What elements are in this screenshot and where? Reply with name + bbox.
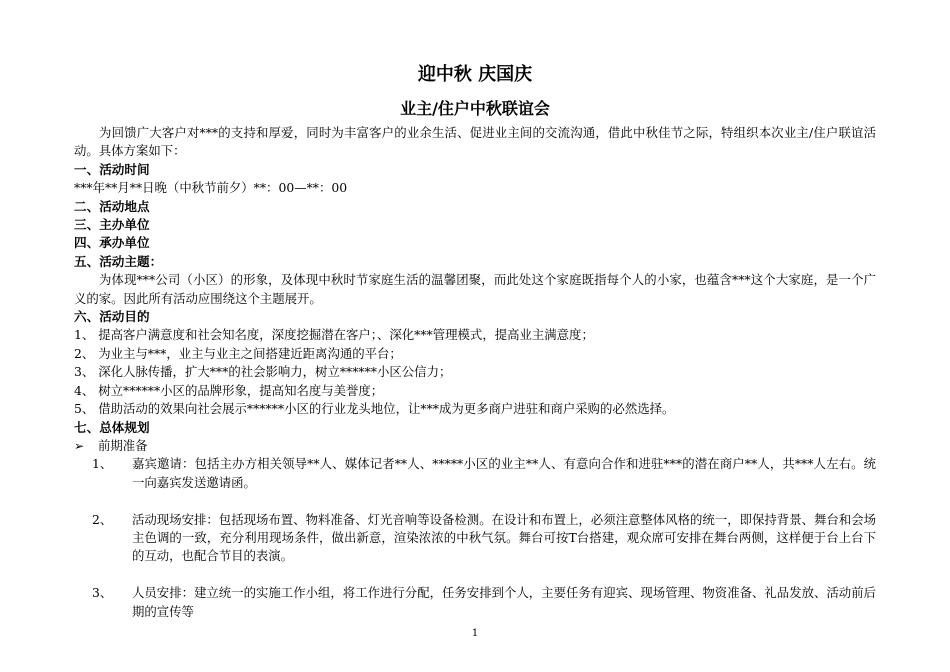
theme-paragraph: 为体现***公司（小区）的形象，及体现中秋时节家庭生活的温馨团聚，而此处这个家庭既指每个人的小家，也蕴含***这个大家庭，是一个广义的家。因此所有活动应围绕这个主题展开。 <box>74 272 876 306</box>
prep-label: 前期准备 <box>98 437 148 453</box>
plan-item <box>74 511 876 566</box>
plan-item <box>74 455 876 492</box>
plan-item-text: 活动现场安排：包括现场布置、物料准备、灯光音响等设备检测。在设计和布置上，必须注意整体风格的统一，即保持背景、舞台和会场主色调的一致，充分利用现场条件，做出新意，渲染浓浓的中秋气氛。舞台可按T台搭建，观众席可安排在舞台两侧，这样便于台上台下的互动，也配合节目的表演。 <box>132 511 876 564</box>
section-heading-organizer: 三、主办单位 <box>74 217 150 233</box>
document-body <box>74 124 876 621</box>
arrowhead-bullet-icon: ➢ <box>74 438 85 453</box>
plan-item-text: 嘉宾邀请：包括主办方相关领导**人、媒体记者**人、*****小区的业主**人、有意向合作和进驻***的潜在商户**人，共***人左右。统一向嘉宾发送邀请函。 <box>132 456 876 490</box>
page-subtitle: 业主/住户中秋联谊会 <box>400 99 550 118</box>
spacer <box>74 566 876 584</box>
goal-item: 3、 深化人脉传播，扩大***的社会影响力，树立******小区公信力； <box>74 364 452 380</box>
goal-item: 5、 借助活动的效果向社会展示******小区的行业龙头地位，让***成为更多商户进驻和商户采购的必然选择。 <box>74 401 675 417</box>
prep-bullet-row <box>74 437 876 455</box>
section-heading-goals: 六、活动目的 <box>74 309 150 325</box>
section-heading-host: 四、承办单位 <box>74 235 150 251</box>
section-heading-theme: 五、活动主题： <box>74 253 163 269</box>
spacer <box>74 492 876 510</box>
goal-item: 4、 树立******小区的品牌形象，提高知名度与美誉度； <box>74 382 384 398</box>
plan-item-number: 1、 <box>92 456 113 472</box>
section-heading-time: 一、活动时间 <box>74 161 150 177</box>
plan-item <box>74 584 876 621</box>
section-heading-plan: 七、总体规划 <box>74 419 150 435</box>
goal-item: 2、 为业主与***，业主与业主之间搭建近距离沟通的平台； <box>74 345 402 361</box>
page-number: 1 <box>471 628 479 639</box>
section-heading-location: 二、活动地点 <box>74 198 150 214</box>
intro-paragraph: 为回馈广大客户对***的支持和厚爱，同时为丰富客户的业余生活、促进业主间的交流沟通，借此中秋佳节之际，特组织本次业主/住户联谊活动。具体方案如下： <box>74 125 876 159</box>
time-text: ***年**月**日晚（中秋节前夕）**：00—**：00 <box>74 180 348 196</box>
page-title: 迎中秋 庆国庆 <box>417 64 533 85</box>
plan-item-number: 2、 <box>92 511 113 527</box>
plan-item-text: 人员安排：建立统一的实施工作小组，将工作进行分配，任务安排到个人，主要任务有迎宾、现场管理、物资准备、礼品发放、活动前后期的宣传等 <box>132 585 876 619</box>
plan-item-number: 3、 <box>92 585 113 601</box>
goal-item: 1、 提高客户满意度和社会知名度，深度挖掘潜在客户；、深化***管理模式，提高业主满意度； <box>74 327 594 343</box>
